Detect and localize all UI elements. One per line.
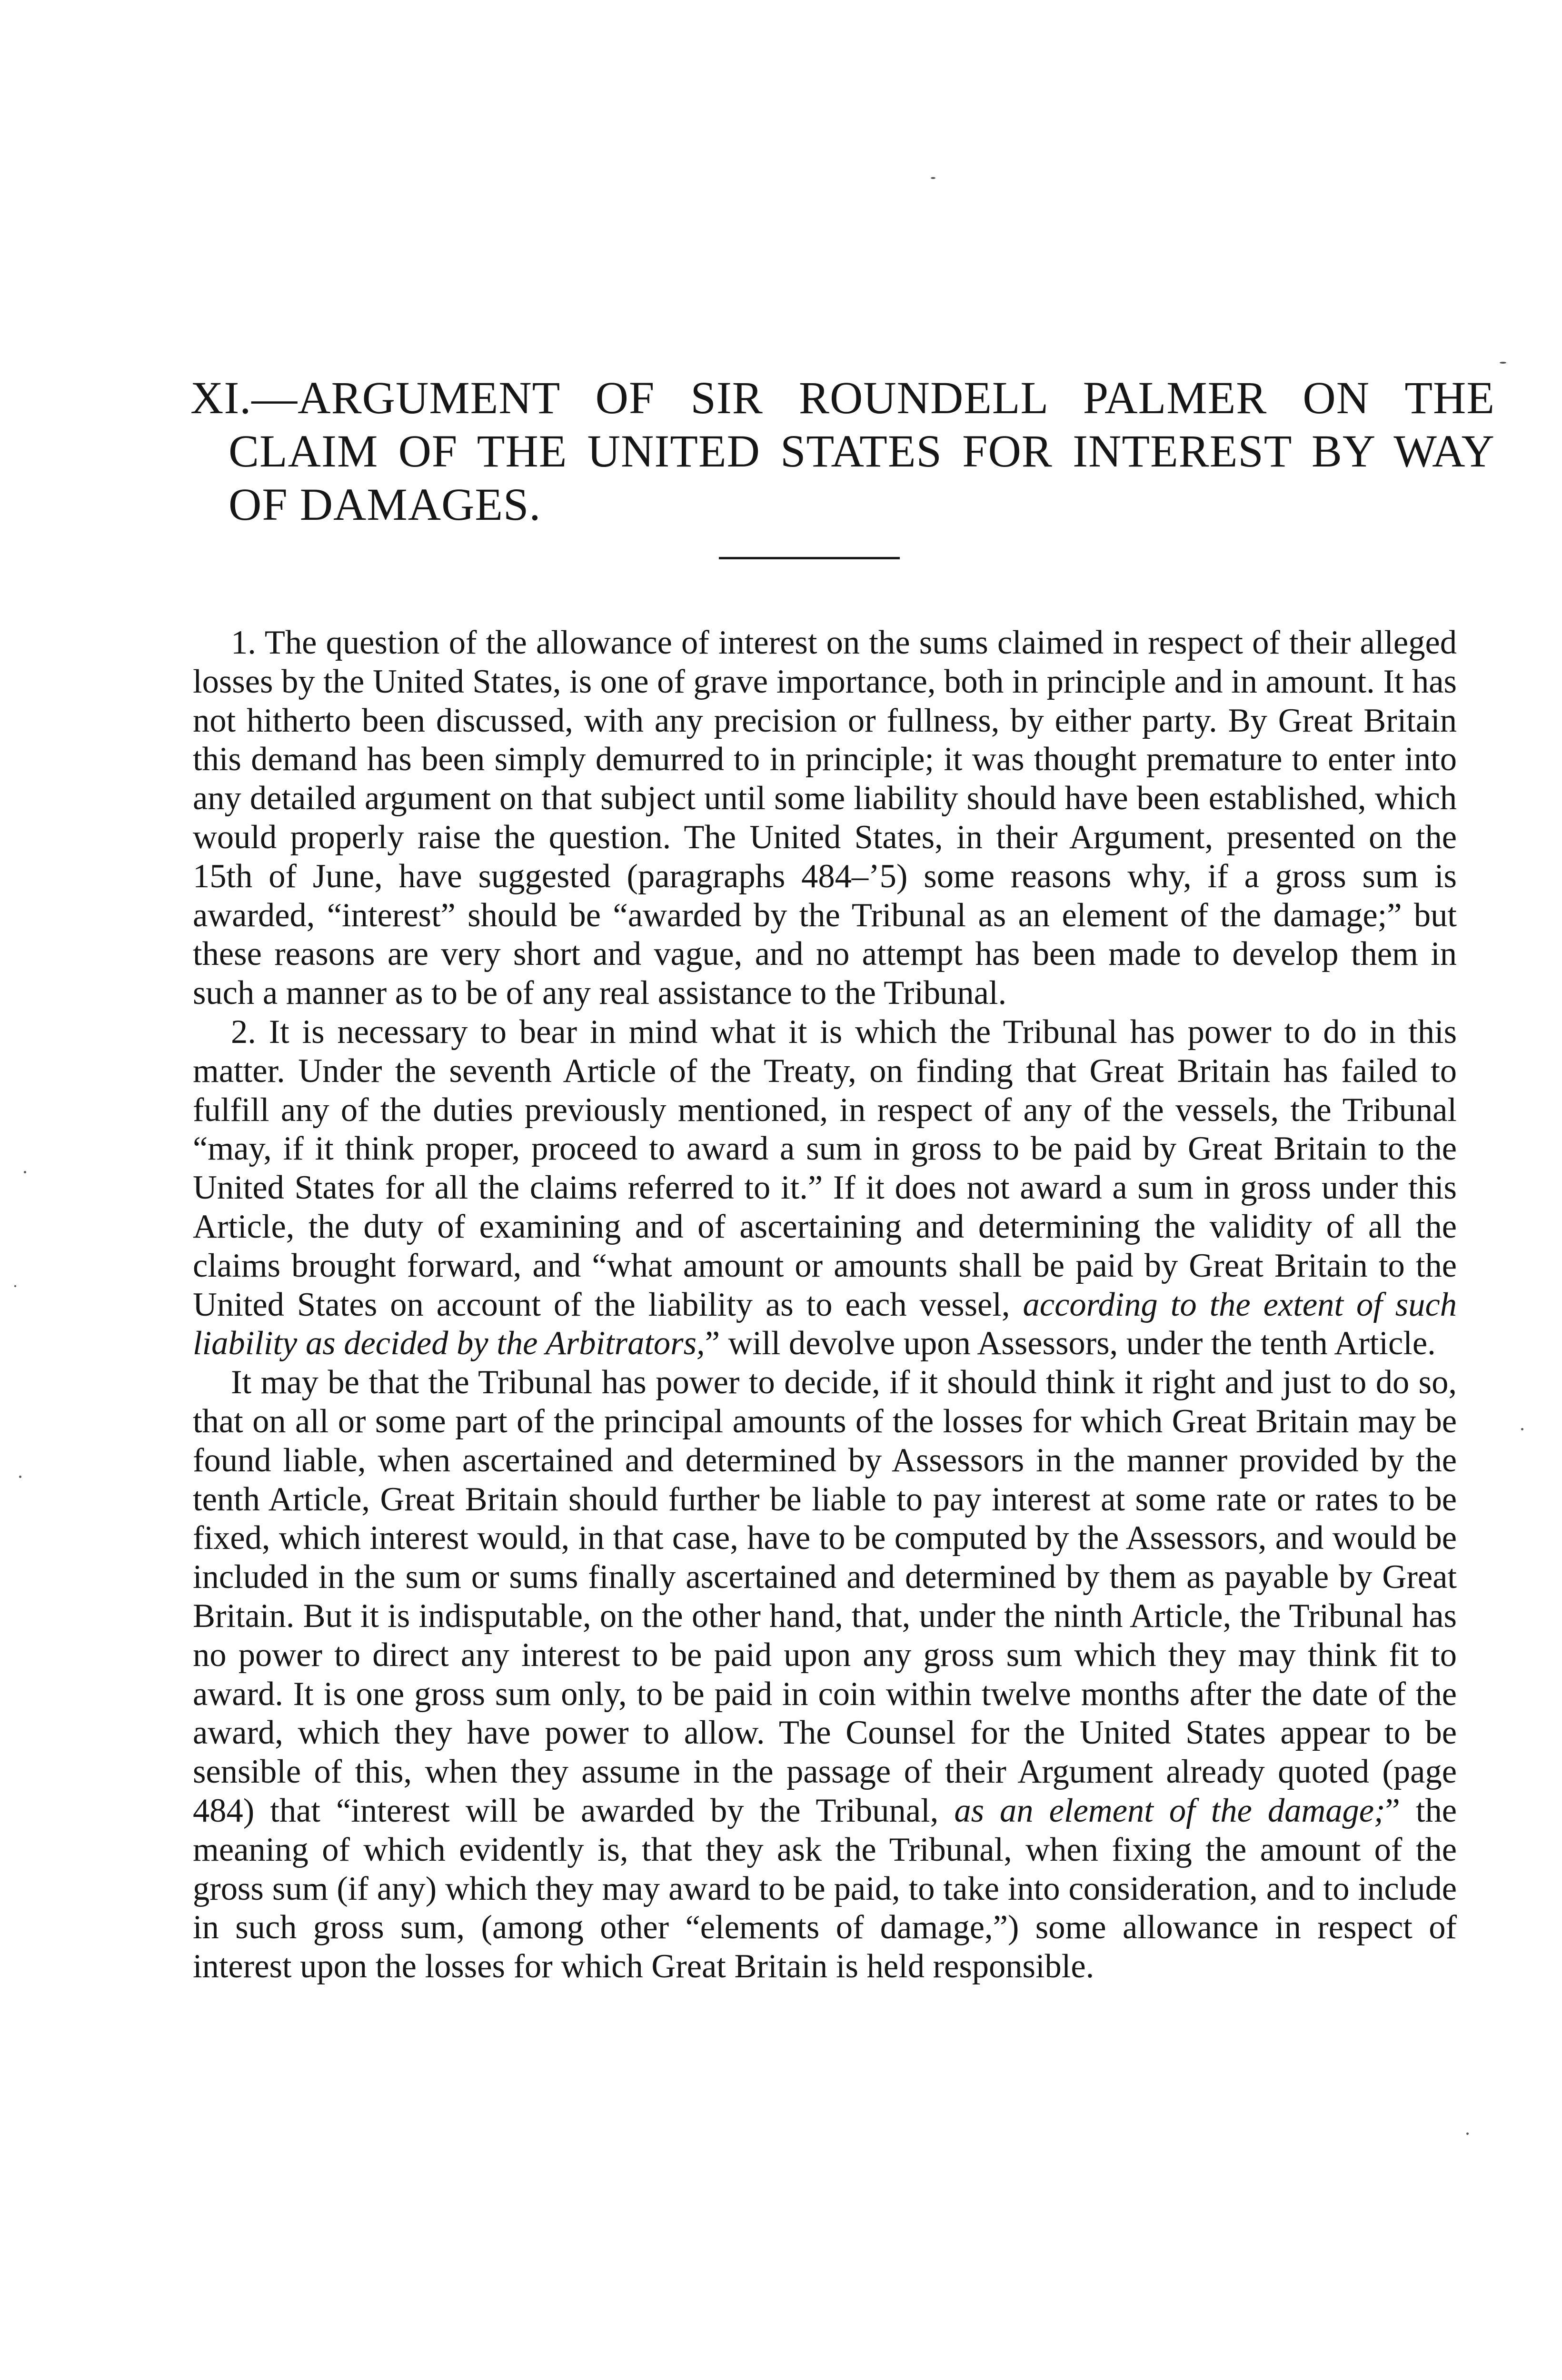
scan-speck [14,1285,16,1287]
italic-quote: according to the extent of such liability as decided by the Arbitrators, [193,1286,1457,1362]
scan-speck [1521,1428,1523,1430]
paragraph-1 [193,624,1457,1013]
scan-speck [24,1171,26,1173]
paragraph-3 [193,1363,1457,1986]
paragraph-number: 1. [231,624,256,661]
paragraph-text: It may be that the Tribunal has power to decide, if it should think it right and just to do so, that on all or some part of the principal amounts of the losses for which Great Britain may be found liable, when ascertained and determined by Assessors in the manner provided by the tenth Article, Great Britain should further be liable to pay interest at some rate or rates to be fixed, which interest would, in that case, have to be computed by the Assessors, and would be included in the sum or sums finally ascertained and determined by them as payable by Great Britain. But it is indisputable, on the other hand, that, under the ninth Article, the Tribunal has no power to direct any interest to be paid upon any gross sum which they may think fit to award. It is one gross sum only, to be paid in coin within twelve months after the date of the award, which they have power to allow. The Counsel for the United States appear to be sensible of this, when they assume in the passage of their Argument already quoted (page 484) that “interest will be awarded by the Tribunal, [193,1364,1457,1829]
paragraph-text: ” the meaning of which evidently is, that they ask the Tribunal, when fixing the amount of the gross sum (if any) which they may award to be paid, to take into consideration, and to include in such gross sum, (among other “elements of damage,”) some allowance in respect of interest upon the losses for which Great Britain is held responsible. [193,1792,1457,1985]
paragraph-text: The question of the allowance of interest on the sums claimed in respect of their alleged losses by the United States, is one of grave importance, both in principle and in amount. It has not hitherto been discussed, with any precision or fullness, by either party. By Great Britain this demand has been simply demurred to in principle; it was thought premature to enter into any detailed argument on that subject until some liability should have been established, which would properly raise the question. The United States, in their Argument, presented on the 15th of June, have suggested (paragraphs 484–’5) some reasons why, if a gross sum is awarded, “interest” should be “awarded by the Tribunal as an element of the damage;” but these reasons are very short and vague, and no attempt has been made to develop them in such a manner as to be of any real assistance to the Tribunal. [193,624,1457,1012]
scan-speck [1500,362,1506,364]
paragraph-text: It is necessary to bear in mind what it is which the Tribunal has power to do in this matter. Under the seventh Article of the Treaty, on finding that Great Britain has failed to fulfill any of the duties previously mentioned, in respect of any of the vessels, the Tribunal “may, if it think proper, proceed to award a sum in gross to be paid by Great Britain to the United States for all the claims referred to it.” If it does not award a sum in gross under this Article, the duty of examining and of ascertaining and determining the validity of all the claims brought forward, and “what amount or amounts shall be paid by Great Britain to the United States on account of the liability as to each vessel, [193,1013,1457,1323]
paragraph-number: 2. [231,1013,256,1051]
scan-speck [931,177,935,179]
paragraph-2 [193,1013,1457,1363]
italic-quote: as an element of the damage; [954,1792,1385,1829]
body-text [193,585,1457,1986]
scan-speck [1466,2132,1469,2135]
paragraph-text: ” will devolve upon Assessors, under the tenth Article. [705,1325,1436,1362]
scan-speck [19,1476,21,1478]
heading-rule [719,557,900,559]
section-heading: XI.—ARGUMENT OF SIR ROUNDELL PALMER ON THE CLAIM OF THE UNITED STATES FOR INTEREST BY WAY OF DAMAGES. [190,372,1495,530]
